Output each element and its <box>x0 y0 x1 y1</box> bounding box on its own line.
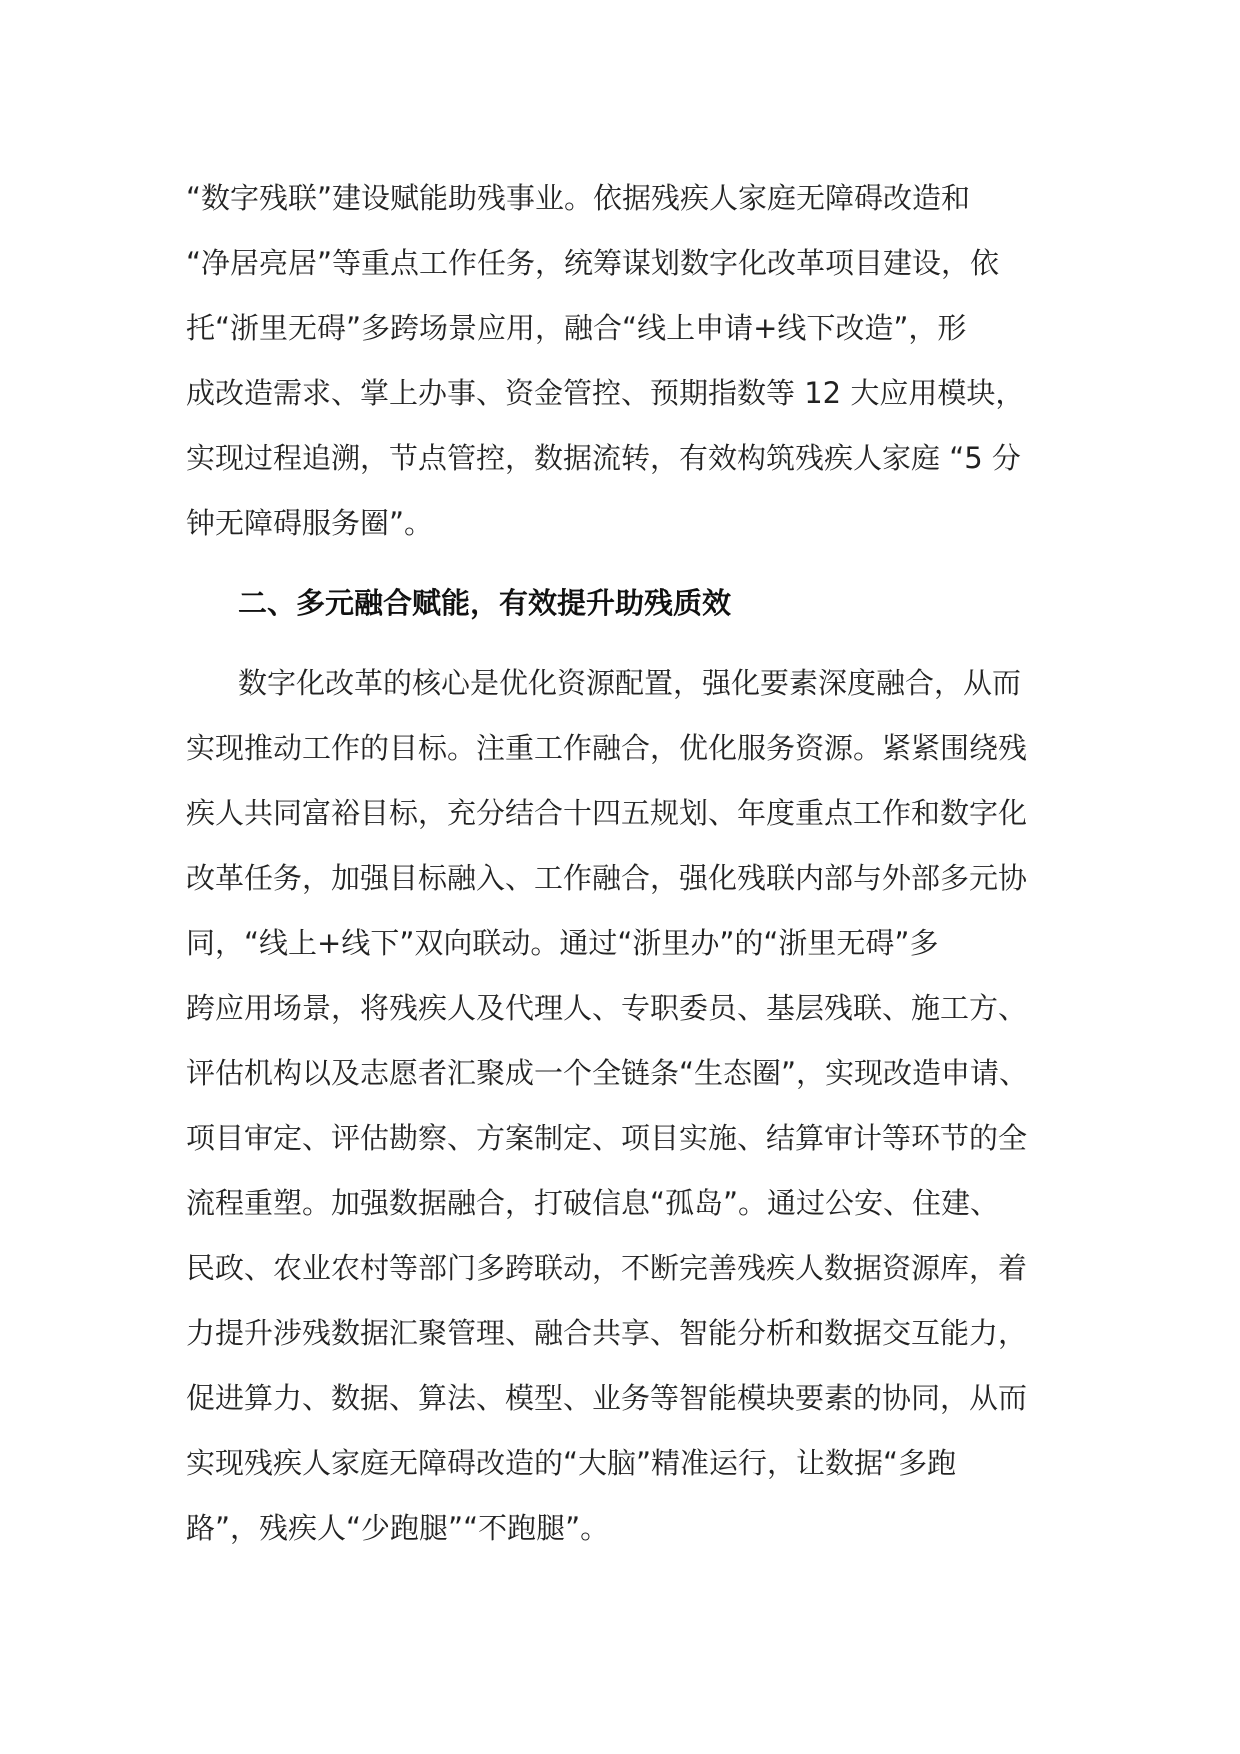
paragraph-1-line-2: “净居亮居”等重点工作任务，统筹谋划数字化改革项目建设，依 <box>186 246 1000 280</box>
paragraph-1-line-4: 成改造需求、掌上办事、资金管控、预期指数等 12 大应用模块， <box>186 376 1025 410</box>
paragraph-2-line-5: 同，“线上+线下”双向联动。通过“浙里办”的“浙里无碍”多 <box>186 926 939 960</box>
paragraph-2-line-13: 实现残疾人家庭无障碍改造的“大脑”精准运行，让数据“多跑 <box>186 1446 957 1480</box>
paragraph-2-line-6: 跨应用场景，将残疾人及代理人、专职委员、基层残联、施工方、 <box>186 991 1028 1025</box>
paragraph-1-line-3: 托“浙里无碍”多跨场景应用，融合“线上申请+线下改造”，形 <box>186 311 967 345</box>
paragraph-2-line-8: 项目审定、评估勘察、方案制定、项目实施、结算审计等环节的全 <box>186 1121 1028 1155</box>
paragraph-2-line-9: 流程重塑。加强数据融合，打破信息“孤岛”。通过公安、住建、 <box>186 1186 1000 1220</box>
paragraph-2-line-12: 促进算力、数据、算法、模型、业务等智能模块要素的协同，从而 <box>186 1381 1028 1415</box>
paragraph-2-line-7: 评估机构以及志愿者汇聚成一个全链条“生态圈”，实现改造申请、 <box>186 1056 1029 1090</box>
paragraph-2-line-11: 力提升涉残数据汇聚管理、融合共享、智能分析和数据交互能力， <box>186 1316 1028 1350</box>
paragraph-1-line-6: 钟无障碍服务圈”。 <box>186 506 434 540</box>
paragraph-1-line-1: “数字残联”建设赋能助残事业。依据残疾人家庭无障碍改造和 <box>186 181 971 215</box>
paragraph-2-line-1: 数字化改革的核心是优化资源配置，强化要素深度融合，从而 <box>238 666 1022 700</box>
section-heading: 二、多元融合赋能，有效提升助残质效 <box>238 586 732 620</box>
paragraph-2-line-3: 疾人共同富裕目标，充分结合十四五规划、年度重点工作和数字化 <box>186 796 1028 830</box>
paragraph-2-line-4: 改革任务，加强目标融入、工作融合，强化残联内部与外部多元协 <box>186 861 1028 895</box>
paragraph-1-line-5: 实现过程追溯，节点管控，数据流转，有效构筑残疾人家庭 “5 分 <box>186 441 1021 475</box>
paragraph-2-line-10: 民政、农业农村等部门多跨联动，不断完善残疾人数据资源库，着 <box>186 1251 1028 1285</box>
paragraph-2-line-14: 路”，残疾人“少跑腿”“不跑腿”。 <box>186 1511 610 1545</box>
paragraph-2-line-2: 实现推动工作的目标。注重工作融合，优化服务资源。紧紧围绕残 <box>186 731 1028 765</box>
